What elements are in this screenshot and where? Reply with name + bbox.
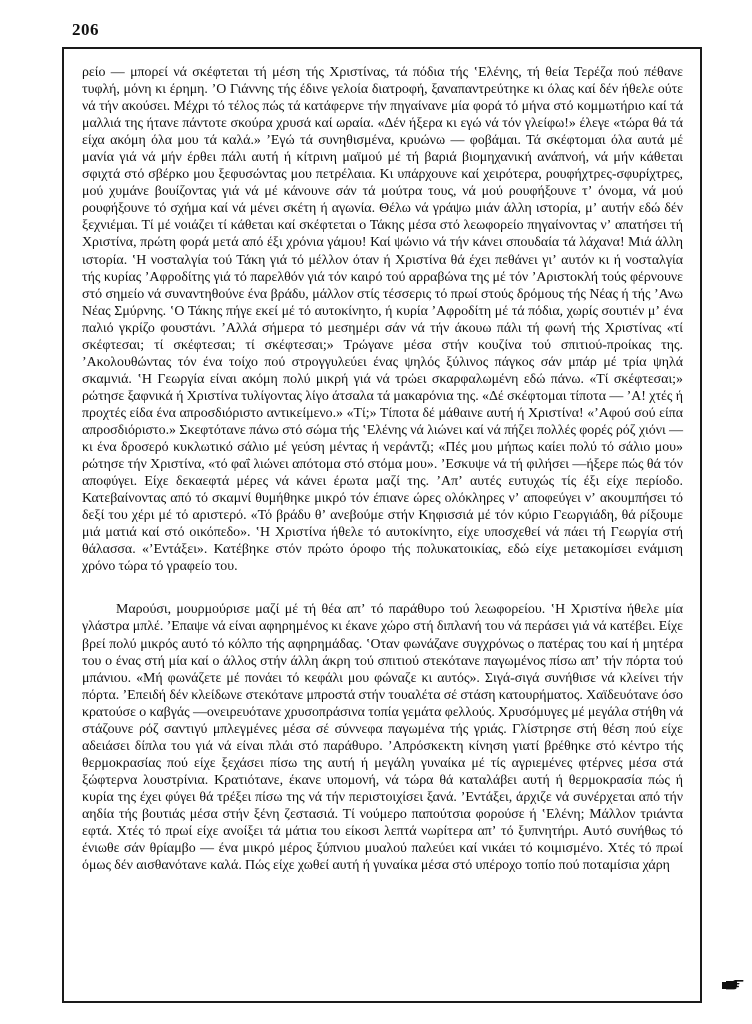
page-body (82, 64, 683, 874)
page-number: 206 (72, 20, 99, 39)
body-paragraph-1: ρείο — μπορεί νά σκέφτεται τή μέση τής Χριστίνας, τά πόδια τής ʽΕλένης, τή θεία Τερέζα πού πέθανε τυφλή, μόνη κι έρημη. ʼΟ Γιάννης τής έδινε γελοία διατροφή, ξαναπαντρεύτηκε κι όλας καί δέν ήθελε ούτε νά τήν ακούσει. Μέχρι τό τέλος πώς τά κατάφερνε τήν πηγαίνανε μία φορά τό μήνα στό κομμωτήριο καί τά μαλλιά της ήτανε πάντοτε σκούρα χρυσά καί ωραία. «Δέν ήξερα κι εγώ νά τόν γλείφω!» έλεγε «τώρα θά τά είχα ακόμη όλα μου τά καλά.» ʼΕγώ τά συνηθισμένα, κρυώνω — φοβάμαι. Τά σκέφτομαι όλα αυτά μέ μανία γιά νά μήν έρθει πάλι αυτή ή κίτρινη μαϊμού μέ τή βαριά βιομηχανική ανάπνοή, νά μήν κάθεται σφιχτά στό σβέρκο μου ξεφυσώντας μου πετρέλαια. Κι υπάρχουνε καί χειρότερα, ρουφήχτρες-σφυρίχτρες, μού χυμάνε βουίζοντας γιά νά μέ κάνουνε σάν τά μούτρα τους, νά μού ρουφήξουνε τʼ όνομα, νά μού ρουφήξουνε τό σχήμα καί νά μένει σκέτη ή αγωνία. Θέλω νά γράψω μιάν άλλη ιστορία, μʼ αυτήν εδώ δέν ξεχνιέμαι. Τί μέ νοιάζει τί κάθεται καί σκέφτεται ο Τάκης μέσα στό λεωφορείο πηγαίνοντας νʼ απατήσει τή Χριστίνα, πρώτη φορά μετά από έξι χρόνια γάμου! Καί ψώνιο νά τήν κάνει σπουδαία τά λάχανα! Μιά άλλη ιστορία. ʽΗ νοσταλγία τού Τάκη γιά τό μέλλον όταν ή Χριστίνα θά έχει πεθάνει γιʼ αυτόν κι ή νοσταλγία τής κυρίας ʼΑφροδίτης γιά τό παρελθόν γιά τόν καιρό τού αρραβώνα της μέ τόν ʼΑριστοκλή τούς φέρνουνε στό σημείο νά συναντηθούνε ένα βράδυ, μάλλον στίς τέσσερις τό πρωί στούς δρόμους τής Νέας ή τής ʼΑνω Νέας Σμύρνης. ʽΟ Τάκης πήγε εκεί μέ τό αυτοκίνητο, ή κυρία ʼΑφροδίτη μέ τά πόδια, χωρίς σουτιέν μʼ ένα παλιό γκρίζο φουστάνι. ʼΑλλά σήμερα τό μεσημέρι σάν νά τήν άκουω πάλι τή φωνή τής Χριστίνας «τί σκέφτεσαι; τί σκέφτεσαι; τί σκέφτεσαι;» Τρώγανε μέσα στήν κουζίνα τού σπιτιού-προίκας της. ʼΑκολουθώντας τόν ένα τοίχο πού στρογγυλεύει ένας ψηλός ξύλινος πάγκος σάν μπάρ μέ τρία ψηλά σκαμνιά. ʽΗ Γεωργία είναι ακόμη πολύ μικρή γιά νά τρώει σκαρφαλωμένη εδώ πάνω. «Τί σκέφτεσαι;» ρώτησε ξαφνικά ή Χριστίνα τυλίγοντας λίγο άτσαλα τά μακαρόνια της. «Δέ σκέφτομαι τίποτα — ʼΑ! χτές ή προχτές είδα ένα απροσδιόριστο αντικείμενο.» «Τί;» Τίποτα δέ μάθαινε αυτή ή Χριστίνα! «ʼΑφού σού είπα απροσδιόριστο.» Σκεφτότανε πάνω στό σώμα τής ʽΕλένης νά λιώνει καί νά πήζει πολλές φορές ρόζ χιόνι — κι ένα δροσερό κυκλωτικό σάλιο μέ γεύση μέντας ή νεράντζι; «Πές μου μήπως καίει πολύ τό σάλιο μου» ρώτησε τήν Χριστίνα, «τό φαΐ λιώνει απότομα στό στόμα μου». ʼΕσκυψε νά τή φιλήσει —ήξερε πώς θά τόν αποφύγει. Είχε δεκαεφτά μέρες νά κάνει έρωτα μαζί της. ʼΑπʼ αυτές ευτυχώς τίς έξι είχε περίοδο. Κατεβαίνοντας από τό σκαμνί θυμήθηκε μικρό τόν έπιανε ώρες ολόκληρες νʼ αποφεύγει νʼ ακουμπήσει τό δεξί του χέρι μέ τό αριστερό. «Τό βράδυ θʼ ανεβούμε στήν Κηφισσιά μέ τόν κύριο Γεωργιάδη, θά ρίξουμε μιά ματιά καί στό οικόπεδο». ʽΗ Χριστίνα ήθελε τό αυτοκίνητο, είχε υποσχεθεί νά πάει τή Γεωργία στή θάλασσα. «ʼΕντάξει». Κατέβηκε στόν πρώτο όροφο τής πολυκατοικίας, εδώ είχε μετακομίσει ενάμιση χρόνο τώρα τό γραφείο του. (82, 65, 683, 575)
pointing-hand-icon (722, 979, 744, 991)
body-paragraph-2: Μαρούσι, μουρμούρισε μαζί μέ τή θέα απʼ τό παράθυρο τού λεωφορείου. ʽΗ Χριστίνα ήθελε μία γλάστρα μπλέ. ʼΕπαψε νά είναι αφηρημένος κι έκανε χώρο στή διπλανή του νά περάσει γιά νά κατέβει. Είχε βρεί πολύ μικρός αυτό τό κόλπο τής αφηρημάδας. ʽΟταν φωνάζανε συγχρόνως ο πατέρας του καί ή μητέρα του ο ένας στή μία καί ο άλλος στήν άλλη άκρη τού σπιτιού στεκότανε παγωμένος πίσω απʼ τήν πόρτα τού μπάνιου. «Μή φωνάζετε μέ πονάει τό κεφάλι μου φώναζε κι αυτός». Σιγά-σιγά συνήθισε νά κλείνει τήν πόρτα. ʼΕπειδή δέν κλείδωνε στεκότανε μπροστά στήν τουαλέτα σέ στάση κατουρήματος. Χαϊδευότανε όσο κρατούσε ο καβγάς —ονειρευότανε χρυσοπράσινα τοπία γεμάτα φελλούς. Χρυσόμυγες μέ μεγάλα στήθη νά στάζουνε ρόζ σαντιγύ μπλεγμένες μέσα σέ σύννεφα παγωμένα τής γριάς. Γλίστρησε στή θέση πού είχε αδειάσει δίπλα του γιά νά είναι πλάι στό παράθυρο. ʼΑπρόσκεκτη κίνηση γιατί βρέθηκε στό κέντρο τής θερμοκρασίας πού είχε ξεχάσει πίσω της αυτή ή μεγάλη γυναίκα μέ τίς αγριεμένες φτέρνες μέσα στά ξώφτερνα λουστρίνια. Κρατιότανε, έκανε υπομονή, νά τώρα θά καταλάβει αυτή ή θερμοκρασία πώς ή κυρία της έχει φύγει θά τρέξει πίσω της νά τήν περιστοιχίσει ξανά. ʼΕντάξει, άρχιζε νά συνέρχεται από τήν αηδία τής βουτιάς μέσα στήν ξένη ζεστασιά. Τί νούμερο παπούτσια φορούσε ή ʽΕλένη; Μάλλον τριάντα εφτά. Χτές τό πρωί είχε ανοίξει τά μάτια του είκοσι λεπτά νωρίτερα απʼ τό ξυπνητήρι. Αυτό συνήθως τό ένιωθε σάν θρίαμβο — ένα μικρό μέρος ξύπνιου μυαλού παλεύει καί νικάει τό κοιμισμένο. Χτές τό πρωί όμως δέν αισθανότανε καλά. Πώς είχε χωθεί αυτή ή γυναίκα μέσα στό υπέροχο τοπίο πού ποταμίσια χάρη (82, 602, 683, 874)
